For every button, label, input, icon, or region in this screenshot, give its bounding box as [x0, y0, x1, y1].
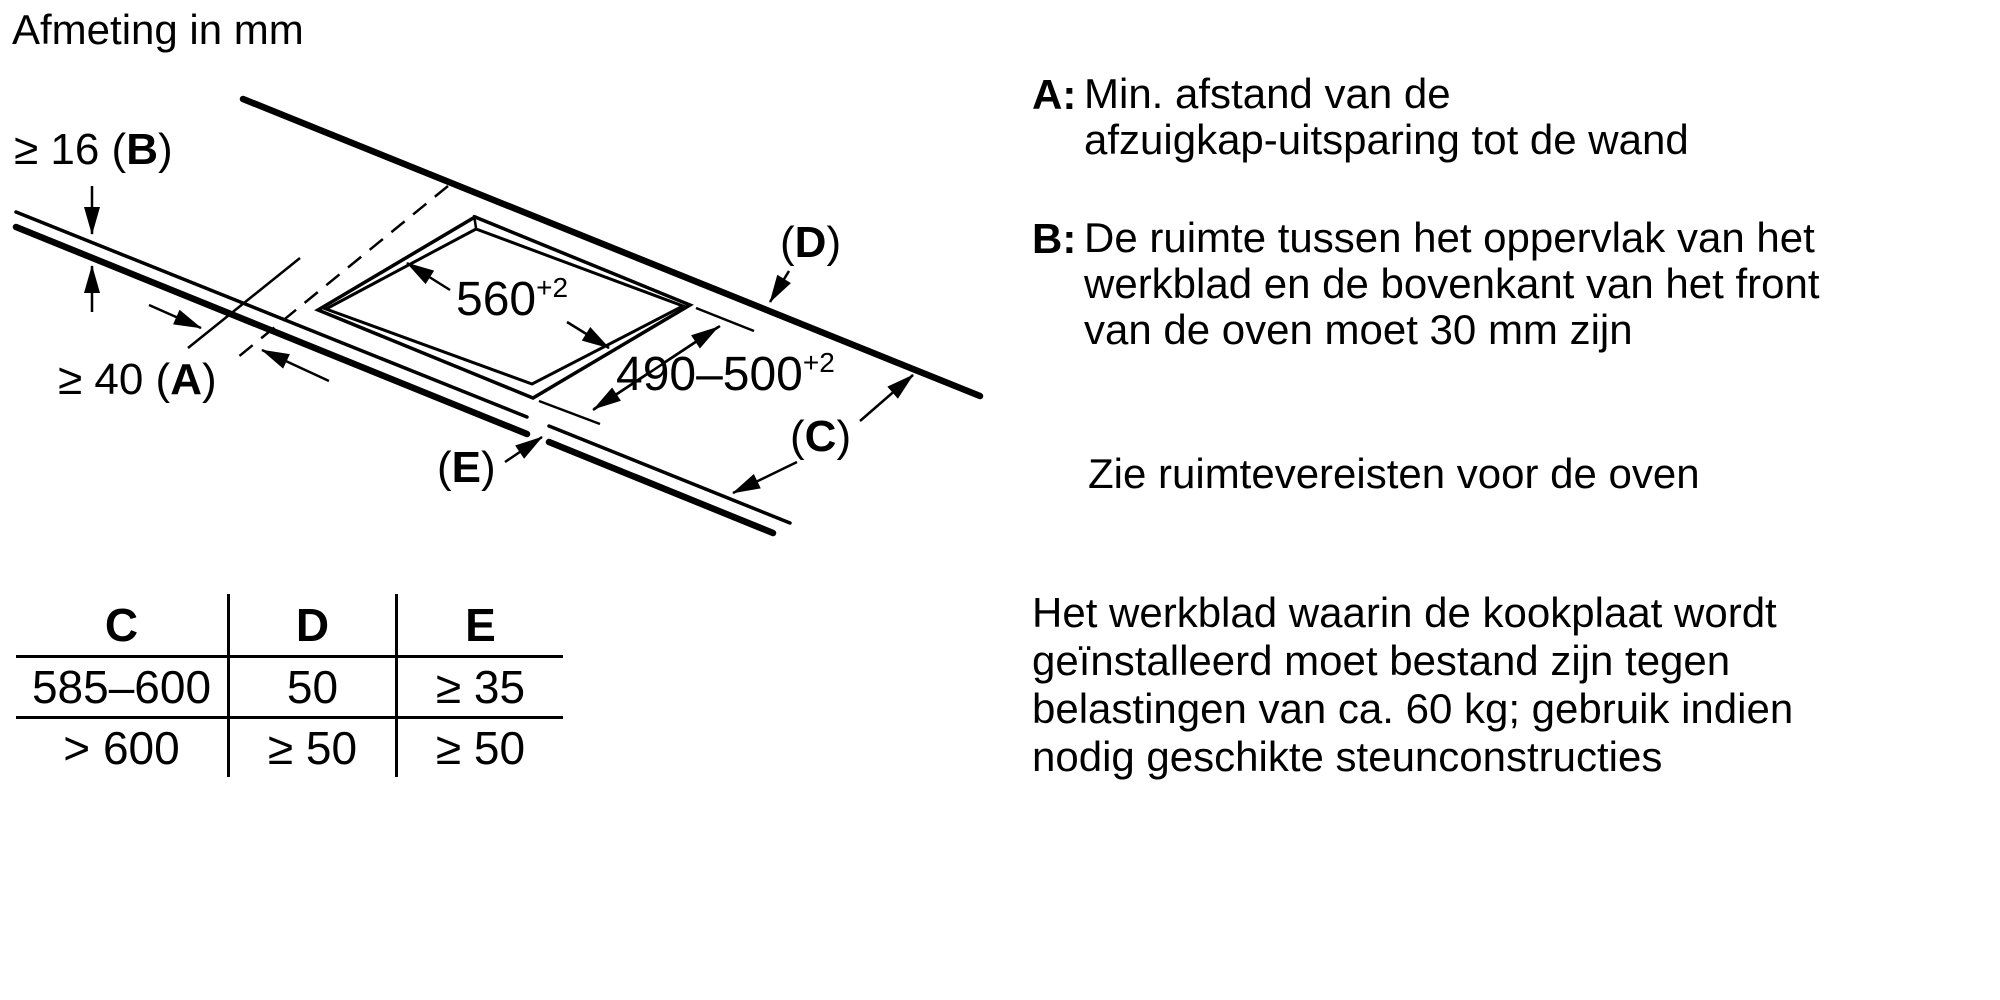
worktop-load-note [1032, 589, 1793, 781]
callout-c-suffix: ) [836, 412, 852, 461]
load-note-line: nodig geschikte steunconstructies [1032, 733, 1663, 780]
dimension-table [16, 594, 563, 777]
table-cell: > 600 [16, 718, 229, 778]
callout-e-suffix: ) [481, 443, 496, 492]
dim-b-prefix: ≥ 16 ( [14, 125, 127, 174]
load-note-line: Het werkblad waarin de kookplaat wordt [1032, 589, 1777, 636]
table-cell: ≥ 50 [229, 718, 397, 778]
callout-e-leader [505, 437, 542, 462]
callout-c-prefix: ( [790, 412, 805, 461]
load-note-line: belastingen van ca. 60 kg; gebruik indien [1032, 685, 1794, 732]
dim-a-prefix: ≥ 40 ( [58, 355, 171, 404]
callout-d-suffix: ) [826, 218, 842, 267]
callout-c-letter: C [804, 412, 837, 461]
dim-a-arrow-left [262, 350, 329, 381]
dim-a-letter: A [170, 355, 202, 404]
table-row [16, 657, 563, 718]
callout-d-prefix: ( [780, 218, 795, 267]
legend-a-line: afzuigkap-uitsparing tot de wand [1084, 116, 1689, 163]
callout-d-leader [770, 271, 789, 302]
callout-e-letter: E [451, 443, 482, 492]
dim-label-b [14, 125, 173, 175]
oven-space-note: Zie ruimtevereisten voor de oven [1088, 450, 1700, 497]
dim-b-letter: B [126, 125, 158, 174]
legend-b-line: De ruimte tussen het oppervlak van het [1084, 214, 1815, 261]
legend-b-line: van de oven moet 30 mm zijn [1084, 306, 1633, 353]
callout-e-prefix: ( [437, 443, 452, 492]
callout-d-letter: D [794, 218, 827, 267]
dim-a-suffix: ) [201, 355, 217, 404]
table-cell: ≥ 35 [397, 657, 564, 718]
table-cell: 50 [229, 657, 397, 718]
callout-label-d [780, 218, 841, 268]
callout-c-leader-down [733, 462, 797, 493]
cutout-depth-tolerance: +2 [802, 347, 835, 378]
dim-490-extension-lower [539, 401, 600, 424]
legend-label-a: A: [1032, 71, 1077, 118]
cutout-depth-value: 490–500 [616, 348, 803, 401]
load-note-line: geïnstalleerd moet bestand zijn tegen [1032, 637, 1731, 684]
legend-b-line: werkblad en de bovenkant van het front [1084, 260, 1820, 307]
dim-490-extension-upper [696, 308, 754, 331]
table-header-row [16, 594, 563, 657]
dim-560-arrow-right [567, 322, 609, 348]
page-title: Afmeting in mm [12, 6, 304, 53]
table-header-c: C [16, 594, 229, 657]
dim-560-arrow-left [407, 263, 450, 290]
legend-a-line: Min. afstand van de [1084, 70, 1451, 117]
dim-label-a [58, 355, 217, 405]
hood-recess-dashed-line [232, 186, 448, 362]
table-cell: ≥ 50 [435, 722, 526, 774]
cutout-width-value: 560 [456, 273, 537, 326]
callout-label-c [790, 412, 851, 462]
callout-c-leader-up [860, 375, 913, 421]
dim-a-arrow-right [149, 305, 201, 328]
legend-text-a [1084, 71, 1689, 163]
legend-text-b [1084, 215, 1820, 353]
legend-label-b: B: [1032, 215, 1077, 262]
table-header-d: D [229, 594, 397, 657]
table-cell: 585–600 [16, 657, 229, 718]
cutout-width-tolerance: +2 [536, 272, 569, 303]
table-header-e: E [397, 594, 564, 657]
cutout-depth-dimension [616, 347, 835, 402]
cutout-width-dimension [456, 272, 568, 327]
table-row [16, 718, 563, 778]
callout-label-e [437, 443, 496, 493]
dim-b-suffix: ) [157, 125, 173, 174]
